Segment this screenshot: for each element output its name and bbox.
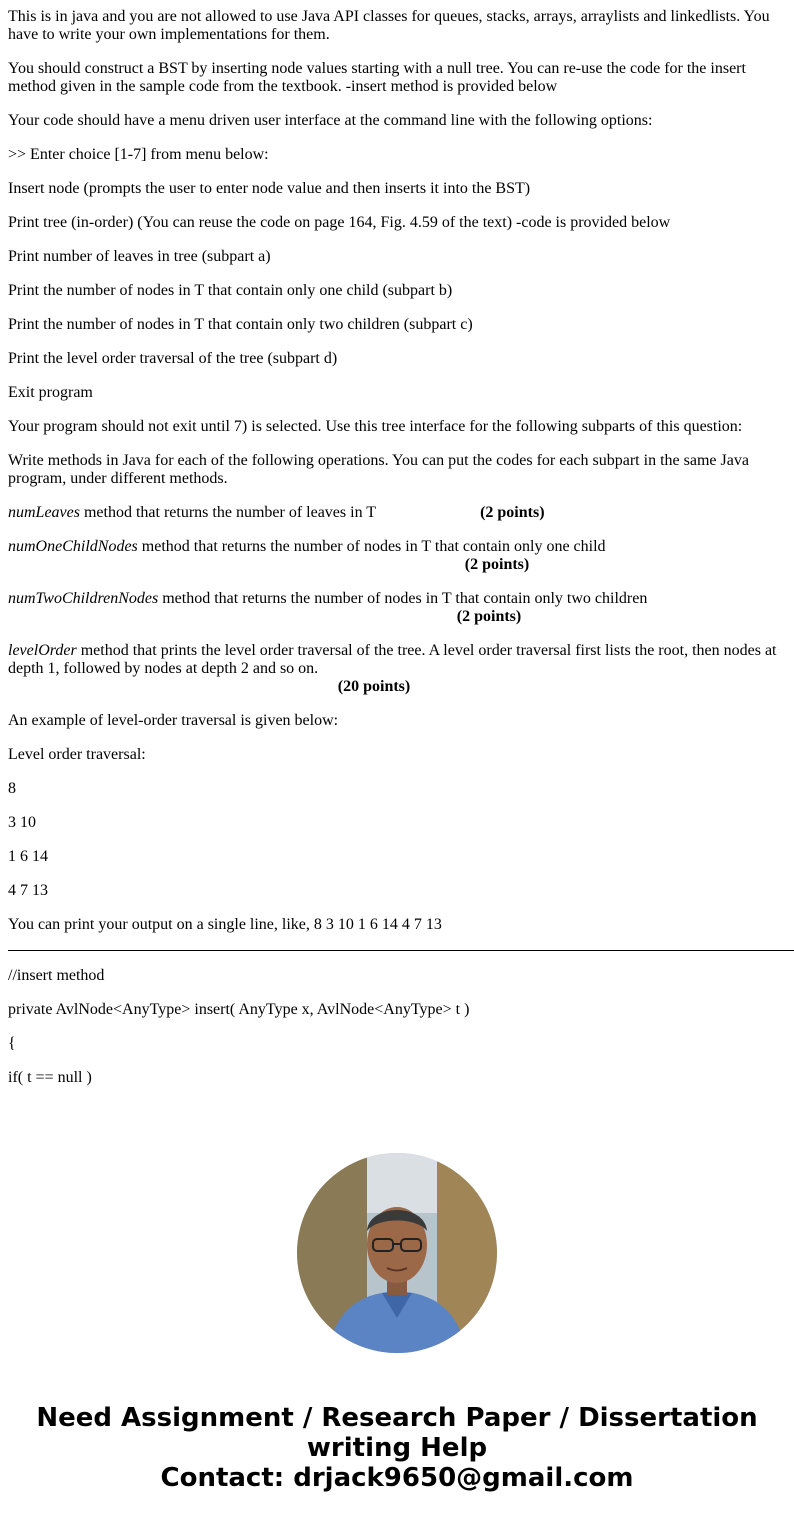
code-line-1: //insert method (8, 967, 105, 984)
task-description: method that prints the level order traversal of the tree. A level order traversal first lists the root, then nodes at depth 1, followed by nodes at depth 2 and so on. (8, 642, 777, 677)
assignment-document (8, 0, 794, 1123)
task-level-order (8, 642, 794, 696)
code-line-4: if( t == null ) (8, 1069, 92, 1086)
menu-option-3: Print number of leaves in tree (subpart a) (8, 248, 271, 265)
example-intro: An example of level-order traversal is given below: (8, 712, 339, 729)
menu-prompt: >> Enter choice [1-7] from menu below: (8, 146, 269, 163)
author-photo (297, 1153, 497, 1353)
after-menu-paragraph-2: Write methods in Java for each of the following operations. You can put the codes for each subpart in the same Java program, under different methods. (8, 452, 749, 487)
task-method-name: numOneChildNodes (8, 538, 138, 555)
help-banner (0, 1403, 794, 1493)
example-line-1: 8 (8, 780, 16, 797)
code-line-3: { (8, 1035, 16, 1052)
task-method-name: numTwoChildrenNodes (8, 590, 159, 607)
example-single-line: You can print your output on a single line, like, 8 3 10 1 6 14 4 7 13 (8, 916, 442, 933)
intro-paragraph-1: This is in java and you are not allowed to use Java API classes for queues, stacks, arrays, arraylists and linkedlists. You have to write your own implementations for them. (8, 8, 770, 43)
example-line-4: 4 7 13 (8, 882, 48, 899)
menu-option-2: Print tree (in-order) (You can reuse the code on page 164, Fig. 4.59 of the text) -code is provided below (8, 214, 671, 231)
code-line-2: private AvlNode<AnyType> insert( AnyType x, AvlNode<AnyType> t ) (8, 1001, 470, 1018)
task-points: (2 points) (464, 556, 530, 573)
menu-option-5: Print the number of nodes in T that contain only two children (subpart c) (8, 316, 473, 333)
after-menu-paragraph-1: Your program should not exit until 7) is selected. Use this tree interface for the following subparts of this question: (8, 418, 743, 435)
menu-option-7: Exit program (8, 384, 93, 401)
task-method-name: numLeaves (8, 504, 80, 521)
task-points: (2 points) (456, 608, 522, 625)
section-divider (8, 950, 794, 951)
example-line-2: 3 10 (8, 814, 36, 831)
task-num-one-child-nodes (8, 538, 794, 574)
intro-paragraph-3: Your code should have a menu driven user interface at the command line with the following options: (8, 112, 653, 129)
portrait-image (297, 1153, 497, 1353)
task-description: method that returns the number of nodes in T that contain only one child (137, 538, 606, 555)
task-points: (2 points) (480, 504, 545, 521)
task-description: method that returns the number of leaves in T (79, 504, 377, 521)
banner-line-2: writing Help (306, 1433, 488, 1463)
menu-option-4: Print the number of nodes in T that contain only one child (subpart b) (8, 282, 453, 299)
banner-contact: Contact: drjack9650@gmail.com (160, 1463, 634, 1493)
task-method-name: levelOrder (8, 642, 77, 659)
task-num-two-children-nodes (8, 590, 794, 626)
menu-option-1: Insert node (prompts the user to enter node value and then inserts it into the BST) (8, 180, 531, 197)
task-num-leaves (8, 504, 794, 522)
task-points: (20 points) (337, 678, 411, 695)
task-description: method that returns the number of nodes in T that contain only two children (158, 590, 648, 607)
example-heading: Level order traversal: (8, 746, 146, 763)
intro-paragraph-2: You should construct a BST by inserting node values starting with a null tree. You can re-use the code for the insert method given in the sample code from the textbook. -insert method is provided below (8, 60, 746, 95)
banner-line-1: Need Assignment / Research Paper / Dissertation (36, 1403, 758, 1433)
example-line-3: 1 6 14 (8, 848, 48, 865)
menu-option-6: Print the level order traversal of the tree (subpart d) (8, 350, 338, 367)
